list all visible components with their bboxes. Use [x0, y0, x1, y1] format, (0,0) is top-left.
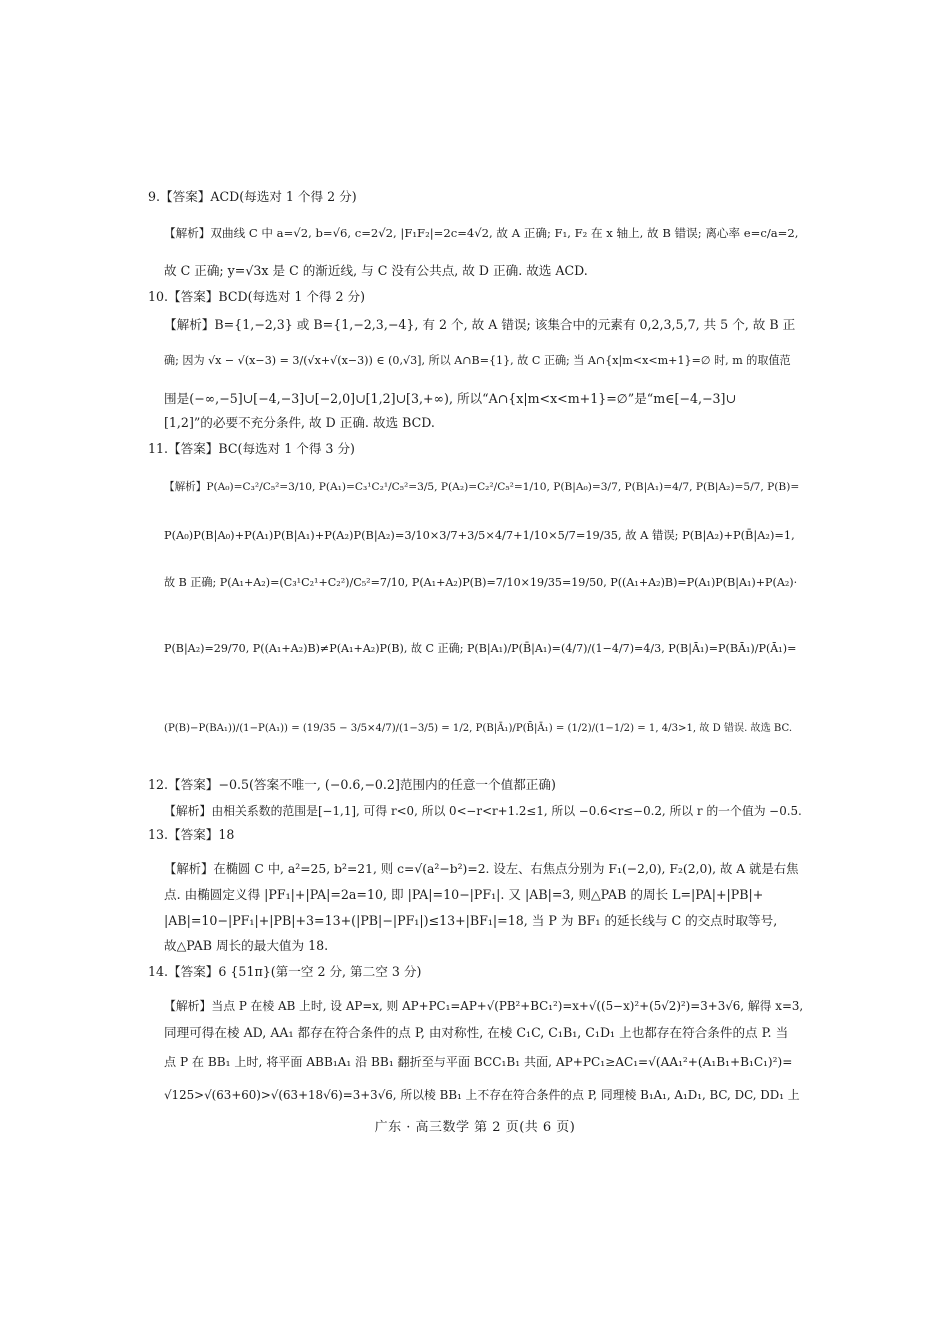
q14-analysis-line-4: √125>√(63+60)>√(63+18√6)=3+3√6, 所以棱 BB₁ 上不存在符合条件的点 P, 同理棱 B₁A₁, A₁D₁, BC, DC, DD₁ 上	[164, 1088, 800, 1102]
q10-answer-heading: 10.【答案】BCD(每选对 1 个得 2 分)	[148, 289, 366, 304]
q11-analysis-line-3: 故 B 正确; P(A₁+A₂)=(C₃¹C₂¹+C₂²)/C₅²=7/10, P(A₁+A₂)P(B)=7/10×19/35=19/50, P((A₁+A₂)B)=P(A₁)P(B|A₁)+P(A₂)·	[164, 576, 798, 589]
q9-answer-heading: 9.【答案】ACD(每选对 1 个得 2 分)	[148, 189, 357, 204]
q11-analysis-line-4: P(B|A₂)=29/70, P((A₁+A₂)B)≠P(A₁+A₂)P(B), 故 C 正确; P(B|A₁)/P(B̄|A₁)=(4/7)/(1−4/7)=4/3, P(B|Ā₁)=P(BĀ₁)/P(Ā₁)=	[164, 642, 797, 655]
q11-answer-heading: 11.【答案】BC(每选对 1 个得 3 分)	[148, 441, 355, 456]
page-footer: 广东 · 高三数学 第 2 页(共 6 页)	[374, 1120, 576, 1135]
q11-analysis-line-2: P(A₀)P(B|A₀)+P(A₁)P(B|A₁)+P(A₂)P(B|A₂)=3/10×3/7+3/5×4/7+1/10×5/7=19/35, 故 A 错误; P(B|A₂)+P(B̄|A₂)=1,	[164, 528, 795, 542]
q13-analysis-line-4: 故△PAB 周长的最大值为 18.	[164, 938, 329, 953]
q14-analysis-line-1: 【解析】当点 P 在棱 AB 上时, 设 AP=x, 则 AP+PC₁=AP+√(PB²+BC₁²)=x+√((5−x)²+(5√2)²)=3+3√6, 解得 x=3,	[164, 999, 804, 1013]
q12-analysis-line-1: 【解析】由相关系数的范围是[−1,1], 可得 r<0, 所以 0<−r<r+1.2≤1, 所以 −0.6<r≤−0.2, 所以 r 的一个值为 −0.5.	[164, 804, 802, 818]
q12-answer-heading: 12.【答案】−0.5(答案不唯一, (−0.6,−0.2]范围内的任意一个值都正确)	[148, 777, 556, 792]
q9-analysis-line-1: 【解析】双曲线 C 中 a=√2, b=√6, c=2√2, |F₁F₂|=2c=4√2, 故 A 正确; F₁, F₂ 在 x 轴上, 故 B 错误; 离心率 e=c/a=2,	[164, 226, 799, 240]
q13-answer-heading: 13.【答案】18	[148, 827, 235, 842]
q10-analysis-line-2: 确; 因为 √x − √(x−3) = 3/(√x+√(x−3)) ∈ (0,√3], 所以 A∩B={1}, 故 C 正确; 当 A∩{x|m<x<m+1}=∅ 时, m 的取值范	[164, 354, 791, 367]
q11-analysis-line-1: 【解析】P(A₀)=C₃²/C₅²=3/10, P(A₁)=C₃¹C₂¹/C₅²=3/5, P(A₂)=C₂²/C₅²=1/10, P(B|A₀)=3/7, P(B|A₁)=4/7, P(B|A₂)=5/7, P(B)=	[164, 481, 800, 493]
q10-analysis-line-4: [1,2]”的必要不充分条件, 故 D 正确. 故选 BCD.	[164, 415, 435, 430]
q10-analysis-line-1: 【解析】B={1,−2,3} 或 B={1,−2,3,−4}, 有 2 个, 故 A 错误; 该集合中的元素有 0,2,3,5,7, 共 5 个, 故 B 正	[164, 317, 796, 332]
q14-answer-heading: 14.【答案】6 {51π}(第一空 2 分, 第二空 3 分)	[148, 964, 422, 979]
q10-analysis-line-3: 围是(−∞,−5]∪[−4,−3]∪[−2,0]∪[1,2]∪[3,+∞), 所以“A∩{x|m<x<m+1}=∅”是“m∈[−4,−3]∪	[164, 391, 737, 406]
q14-analysis-line-3: 点 P 在 BB₁ 上时, 将平面 ABB₁A₁ 沿 BB₁ 翻折至与平面 BCC₁B₁ 共面, AP+PC₁≥AC₁=√(AA₁²+(A₁B₁+B₁C₁)²)=	[164, 1055, 793, 1069]
q13-analysis-line-3: |AB|=10−|PF₁|+|PB|+3=13+(|PB|−|PF₁|)≤13+|BF₁|=18, 当 P 为 BF₁ 的延长线与 C 的交点时取等号,	[164, 913, 778, 928]
q14-analysis-line-2: 同理可得在棱 AD, AA₁ 都存在符合条件的点 P, 由对称性, 在棱 C₁C, C₁B₁, C₁D₁ 上也都存在符合条件的点 P. 当	[164, 1025, 789, 1040]
q13-analysis-line-1: 【解析】在椭圆 C 中, a²=25, b²=21, 则 c=√(a²−b²)=2. 设左、右焦点分别为 F₁(−2,0), F₂(2,0), 故 A 就是右焦	[164, 862, 799, 876]
q13-analysis-line-2: 点. 由椭圆定义得 |PF₁|+|PA|=2a=10, 即 |PA|=10−|PF₁|. 又 |AB|=3, 则△PAB 的周长 L=|PA|+|PB|+	[164, 887, 764, 902]
q9-analysis-line-2: 故 C 正确; y=√3x 是 C 的渐近线, 与 C 没有公共点, 故 D 正确. 故选 ACD.	[164, 263, 588, 278]
q11-analysis-line-5: (P(B)−P(BA₁))/(1−P(A₁)) = (19/35 − 3/5×4/7)/(1−3/5) = 1/2, P(B|Ā₁)/P(B̄|Ā₁) = (1/2)/(1−1/2) = 1, 4/3>1, 故 D 错误. 故选 BC.	[164, 723, 793, 734]
